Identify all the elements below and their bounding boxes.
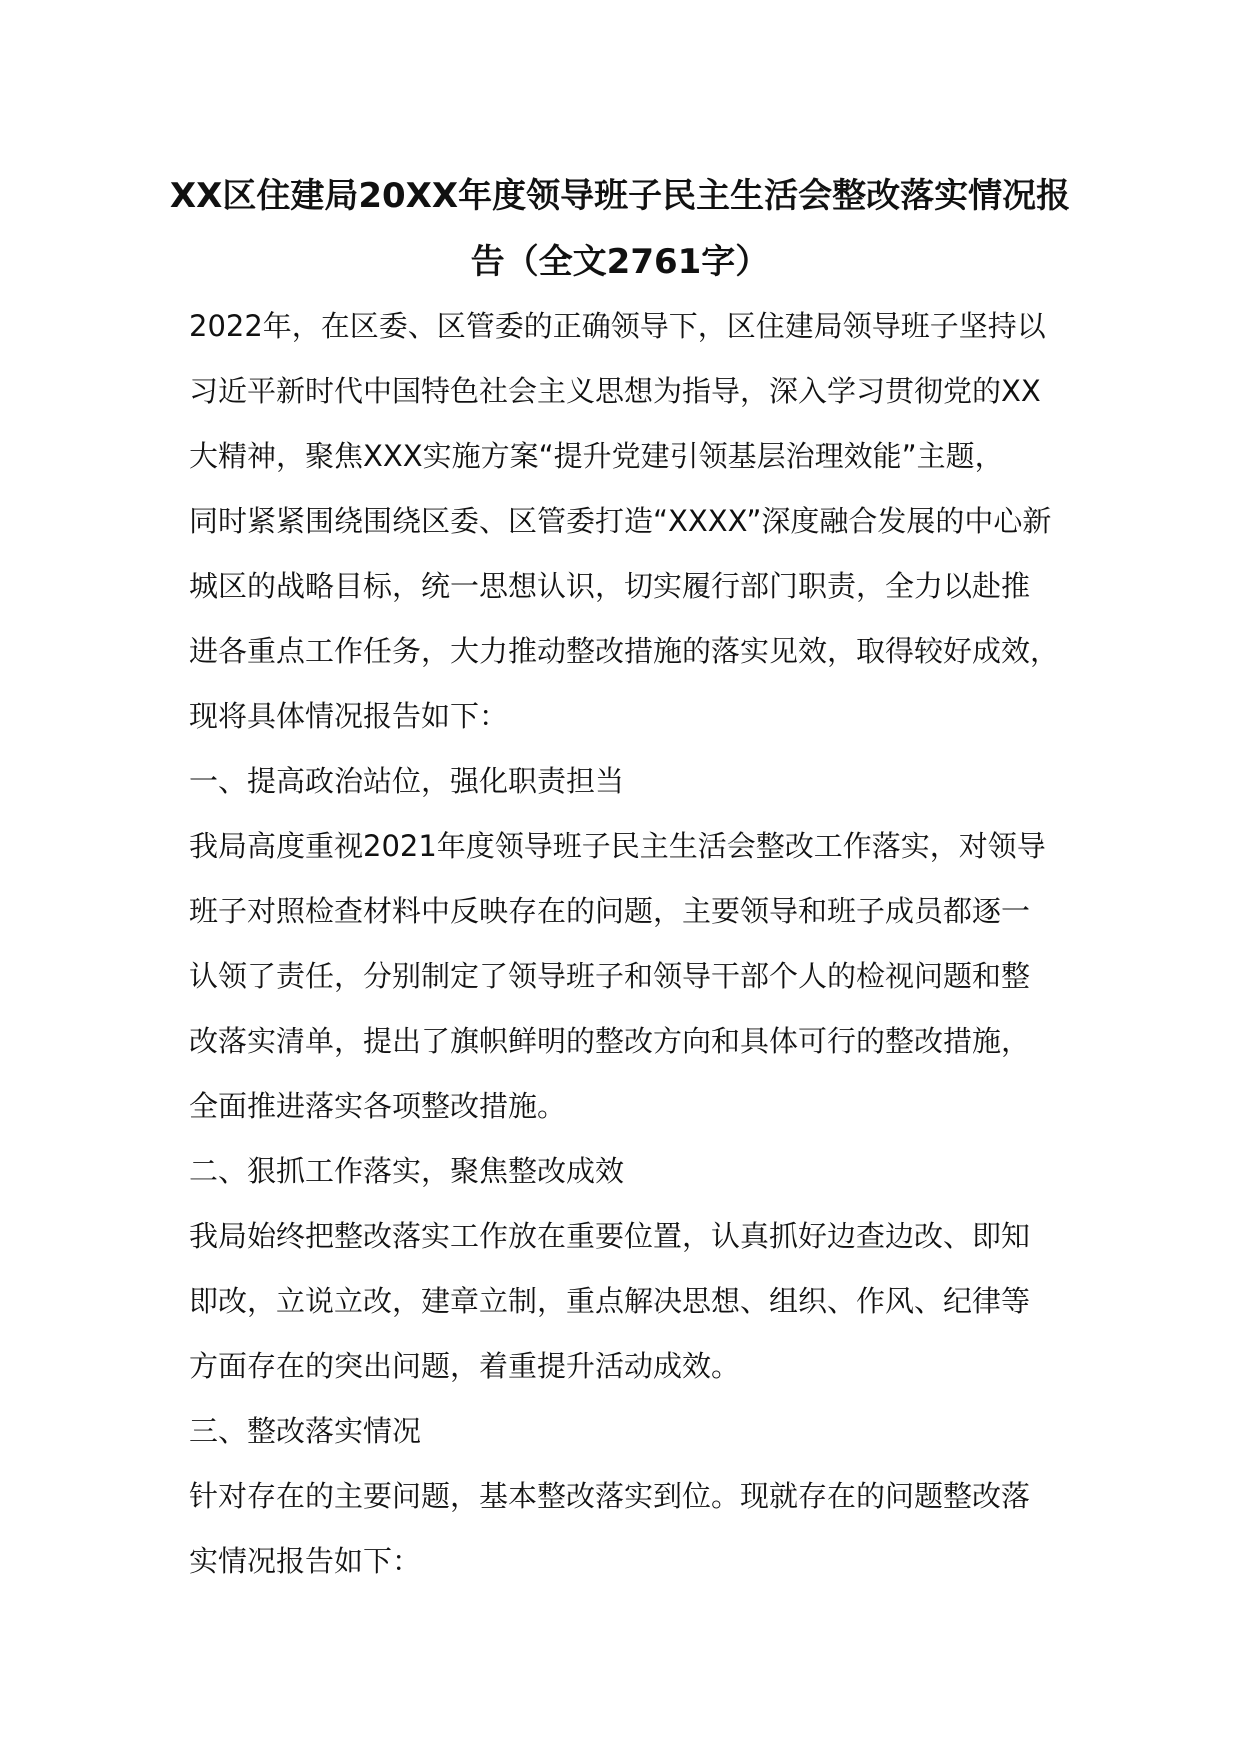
body-line: 进各重点工作任务，大力推动整改措施的落实见效，取得较好成效， [189, 634, 1060, 668]
body-line: 实情况报告如下： [189, 1544, 422, 1578]
body-line: 2022年，在区委、区管委的正确领导下，区住建局领导班子坚持以 [189, 309, 1046, 343]
body-line: 我局始终把整改落实工作放在重要位置，认真抓好边查边改、即知 [189, 1219, 1031, 1253]
body-line: 我局高度重视2021年度领导班子民主生活会整改工作落实，对领导 [189, 829, 1046, 863]
section-heading-1: 一、提高政治站位，强化职责担当 [189, 764, 625, 798]
body-line: 现将具体情况报告如下： [189, 699, 509, 733]
body-line: 大精神，聚焦XXX实施方案“提升党建引领基层治理效能”主题， [189, 439, 1004, 473]
section-heading-2: 二、狠抓工作落实，聚焦整改成效 [189, 1154, 625, 1188]
body-line: 认领了责任，分别制定了领导班子和领导干部个人的检视问题和整 [189, 959, 1031, 993]
body-line: 方面存在的突出问题，着重提升活动成效。 [189, 1349, 741, 1383]
body-line: 习近平新时代中国特色社会主义思想为指导，深入学习贯彻党的XX [189, 374, 1041, 408]
section-heading-3: 三、整改落实情况 [189, 1414, 422, 1448]
document-title-line-2: 告（全文2761字） [470, 242, 770, 282]
body-line: 城区的战略目标，统一思想认识，切实履行部门职责，全力以赴推 [189, 569, 1031, 603]
body-line: 即改，立说立改，建章立制，重点解决思想、组织、作风、纪律等 [189, 1284, 1031, 1318]
document-title-line-1: XX区住建局20XX年度领导班子民主生活会整改落实情况报 [169, 176, 1071, 216]
body-line: 同时紧紧围绕围绕区委、区管委打造“XXXX”深度融合发展的中心新 [189, 504, 1052, 538]
body-line: 全面推进落实各项整改措施。 [189, 1089, 567, 1123]
body-line: 改落实清单，提出了旗帜鲜明的整改方向和具体可行的整改措施， [189, 1024, 1031, 1058]
body-line: 班子对照检查材料中反映存在的问题，主要领导和班子成员都逐一 [189, 894, 1031, 928]
body-line: 针对存在的主要问题，基本整改落实到位。现就存在的问题整改落 [189, 1479, 1031, 1513]
